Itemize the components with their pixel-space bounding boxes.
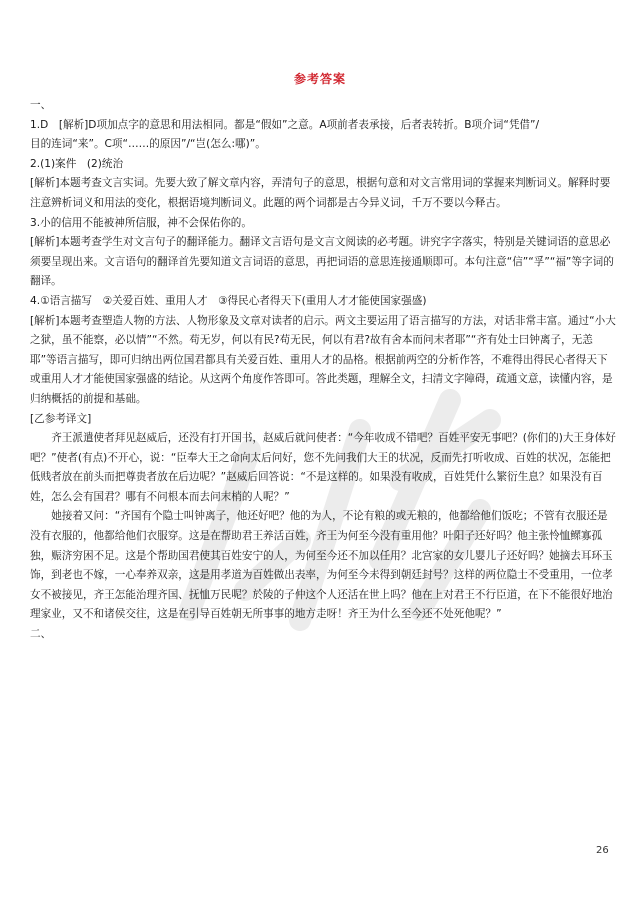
- q3-answer: 3.小的信用不能被神所信服，神不会保佑你的。: [30, 216, 252, 229]
- q2-answer: 2.(1)案件 (2)统治: [30, 157, 124, 170]
- page-title: 参考答案: [293, 72, 346, 86]
- section-heading-2: 二、: [30, 628, 52, 641]
- answer-content: [30, 96, 616, 645]
- q4-analysis: [解析]本题考查塑造人物的方法、人物形象及文章对读者的启示。两文主要运用了语言描写的方法，对话非常丰富。通过“小大之狱，虽不能察，必以情”“不然。苟无岁，何以有民?苟无民，何以有君?故有舍本而问末者耶”“齐有处士曰钟离子，无恙耶”等语言描写，即可归纳出两位国君都具有关爱百姓、重用人才的品格。根据前两空的分析作答，不难得出得民心者得天下或重用人才才能使国家强盛的结论。从这两个角度作答即可。答此类题，理解全文，扫清文字障碍，疏通文意，读懂内容，是归纳概括的前提和基础。: [30, 314, 616, 405]
- page-number: 26: [596, 845, 609, 856]
- translation-paragraph-1: 齐王派遣使者拜见赵威后，还没有打开国书，赵威后就问使者：“今年收成不错吧？百姓平安无事吧？(你们的)大王身体好吧？”使者(有点)不开心，说：“臣奉大王之命向太后问好，您不先问我们大王的状况，反而先打听收成、百姓的状况，怎能把低贱者放在前头而把尊贵者放在后边呢？”赵威后回答说：“不是这样的。如果没有收成，百姓凭什么繁衍生息？如果没有百姓，怎么会有国君？哪有不问根本而去问末梢的人呢？”: [30, 432, 616, 503]
- q2-analysis: [解析]本题考查文言实词。先要大致了解文章内容，弄清句子的意思，根据句意和对文言常用词的掌握来判断词义。解释时要注意辨析词义和用法的变化，根据语境判断词义。此题的两个词都是古今异义词，千万不要以今释古。: [30, 177, 611, 209]
- q3-analysis: [解析]本题考查学生对文言句子的翻译能力。翻译文言语句是文言文阅读的必考题。讲究字字落实，特别是关键词语的意思必须要呈现出来。文言语句的翻译首先要知道文言词语的意思，再把词语的意思连接通顺即可。本句注意“信”“孚”“福”等字词的翻译。: [30, 236, 614, 288]
- translation-paragraph-2: 她接着又问：“齐国有个隐士叫钟离子，他还好吧？他的为人，不论有粮的或无粮的，他都给他们饭吃；不管有衣服还是没有衣服的，他都给他们衣服穿。这是在帮助君王养活百姓，齐王为何至今没有重用他？叶阳子还好吗？他主张怜恤鳏寡孤独，赈济穷困不足。这是个帮助国君使其百姓安宁的人，为何至今还不加以任用？北宫家的女儿婴儿子还好吗？她摘去耳环玉饰，到老也不嫁，一心奉养双亲，这是用孝道为百姓做出表率，为何至今未得到朝廷封号？这样的两位隐士不受重用，一位孝女不被接见，齐王怎能治理齐国、抚恤万民呢？於陵的子仲这个人还活在世上吗？他在上对君王不行臣道，在下不能很好地治理家业，又不和诸侯交往，这是在引导百姓朝无所事事的地方走呀！齐王为什么至今还不处死他呢？”: [30, 510, 613, 621]
- q4-answer: 4.①语言描写 ②关爱百姓、重用人才 ③得民心者得天下(重用人才才能使国家强盛): [30, 294, 427, 307]
- q1-answer-line2: 目的连词“来”。C项“……的原因”/“岂(怎么:哪)”。: [30, 138, 266, 151]
- translation-label: [乙参考译文]: [30, 412, 92, 425]
- section-heading-1: 一、: [30, 99, 52, 111]
- q1-answer-line1: 1.D [解析]D项加点字的意思和用法相同。都是“假如”之意。A项前者表承接，后者表转折。B项介词“凭借”/: [30, 118, 540, 131]
